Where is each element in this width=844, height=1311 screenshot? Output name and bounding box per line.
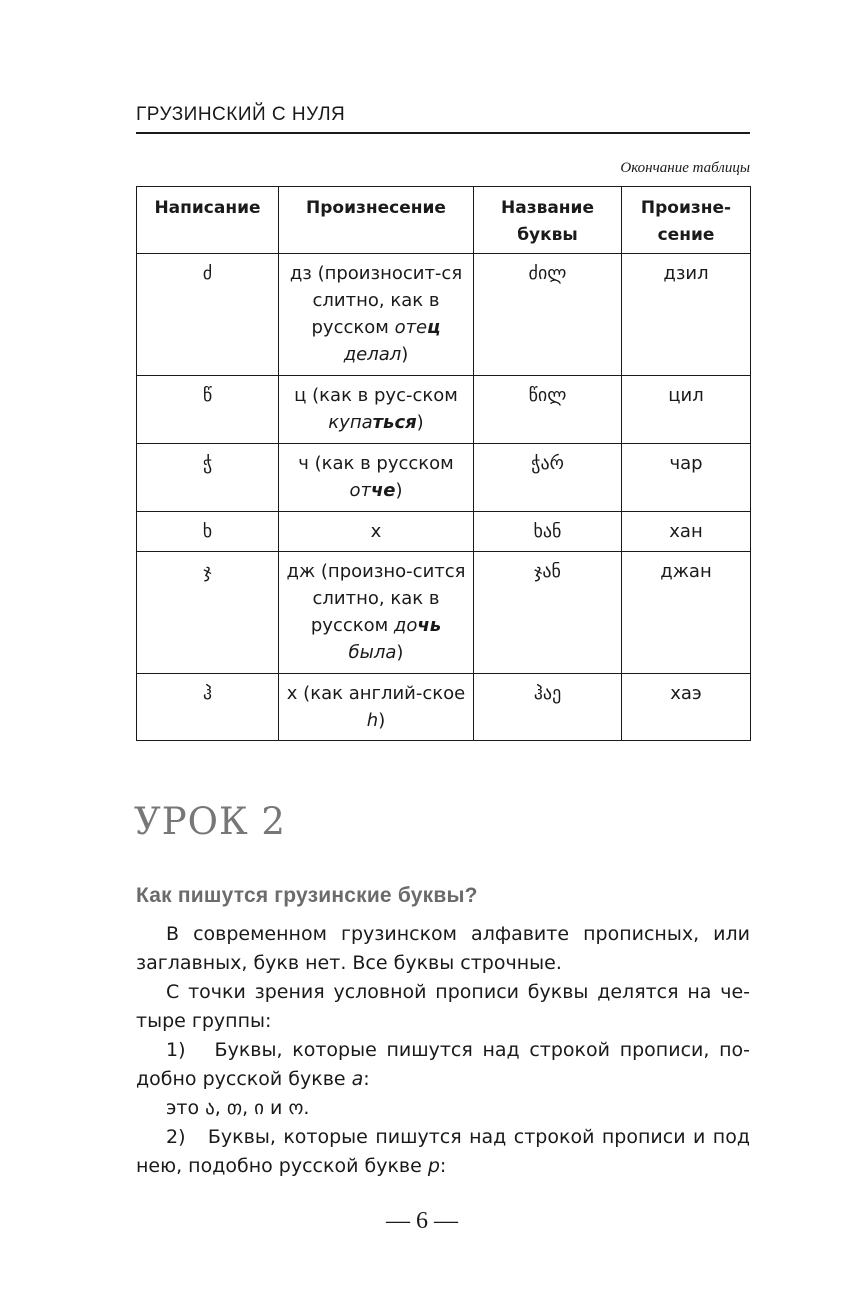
cell-letter-name: ძილ [474,254,622,376]
paragraph [136,1094,750,1123]
cell-name-pronunciation: джан [622,552,751,674]
text-run: ц (как в рус-ском [294,385,458,406]
text-run: х [370,521,382,542]
running-head: ГРУЗИНСКИЙ С НУЛЯ [136,104,346,125]
paragraph [136,1123,750,1181]
text-run: дз (произносит-ся слитно, как в русском [289,263,463,338]
text-run: ) [401,344,409,365]
text-run: ) [416,412,424,433]
cell-name-pronunciation: хаэ [622,674,751,741]
cell-letter-name: ჯან [474,552,622,674]
text-run: р [427,1155,440,1177]
text-run: 2) Буквы, которые пишутся над строкой прописи и под нею, подобно русской букве [136,1126,750,1177]
table-header-row [137,187,751,254]
table-row [137,552,751,674]
cell-pronunciation [279,444,474,512]
text-run: оте [394,317,428,338]
text-run: че [370,480,396,501]
paragraph [136,1036,750,1094]
text-run: ) [395,480,403,501]
text-run: это ა, თ, ი и ო. [166,1097,310,1119]
cell-pronunciation [279,512,474,552]
cell-letter-name: ხან [474,512,622,552]
text-run: : [439,1155,447,1177]
text-run: от [349,480,371,501]
text-run: ч (как в русском [298,453,454,474]
cell-letter-name: წილ [474,376,622,444]
body-text [136,920,750,1181]
text-run: С точки зрения условной прописи буквы делятся на че-тыре группы: [136,981,750,1032]
text-run: делал [343,344,402,365]
text-run: х (как англий-ское [286,683,466,704]
text-run: ц [427,317,441,338]
table-row [137,376,751,444]
cell-letter: ჰ [137,674,279,741]
text-run: дж (произно-сится слитно, как в русском [286,561,466,636]
cell-pronunciation [279,376,474,444]
cell-pronunciation [279,552,474,674]
paragraph [136,920,750,978]
cell-name-pronunciation: цил [622,376,751,444]
cell-letter: ჯ [137,552,279,674]
table-row [137,512,751,552]
cell-letter-name: ჰაე [474,674,622,741]
table-continuation-note: Окончание таблицы [620,160,750,176]
page-number: — 6 — [386,1208,458,1234]
section-heading: Как пишутся грузинские буквы? [136,884,478,907]
table-row [137,254,751,376]
lesson-title: УРОК 2 [134,800,286,843]
cell-pronunciation [279,254,474,376]
header-pronunciation: Произнесение [279,187,474,254]
header-rule [136,132,750,134]
cell-name-pronunciation: хан [622,512,751,552]
cell-letter: ხ [137,512,279,552]
alphabet-table [136,186,751,741]
header-name-pronunciation: Произне-сение [622,187,751,254]
text-run: ) [378,710,386,731]
cell-letter-name: ჭარ [474,444,622,512]
table-row [137,674,751,741]
header-writing: Написание [137,187,279,254]
cell-letter: ძ [137,254,279,376]
header-letter-name: Название буквы [474,187,622,254]
text-run: купа [328,412,373,433]
text-run: была [348,642,397,663]
table-body [137,254,751,741]
text-run: 1) Буквы, которые пишутся над строкой прописи, по-добно русской букве [136,1039,750,1090]
text-run: чь [417,615,442,636]
text-run: ться [372,412,417,433]
text-run: а [351,1068,364,1090]
text-run: В современном грузинском алфавите прописных, или заглавных, букв нет. Все буквы строчные. [136,923,750,974]
paragraph [136,978,750,1036]
cell-name-pronunciation: чар [622,444,751,512]
cell-name-pronunciation: дзил [622,254,751,376]
cell-pronunciation [279,674,474,741]
text-run: : [363,1068,370,1090]
text-run: ) [396,642,404,663]
table-row [137,444,751,512]
cell-letter: ჭ [137,444,279,512]
cell-letter: წ [137,376,279,444]
text-run: до [393,615,418,636]
text-run: h [366,710,379,731]
